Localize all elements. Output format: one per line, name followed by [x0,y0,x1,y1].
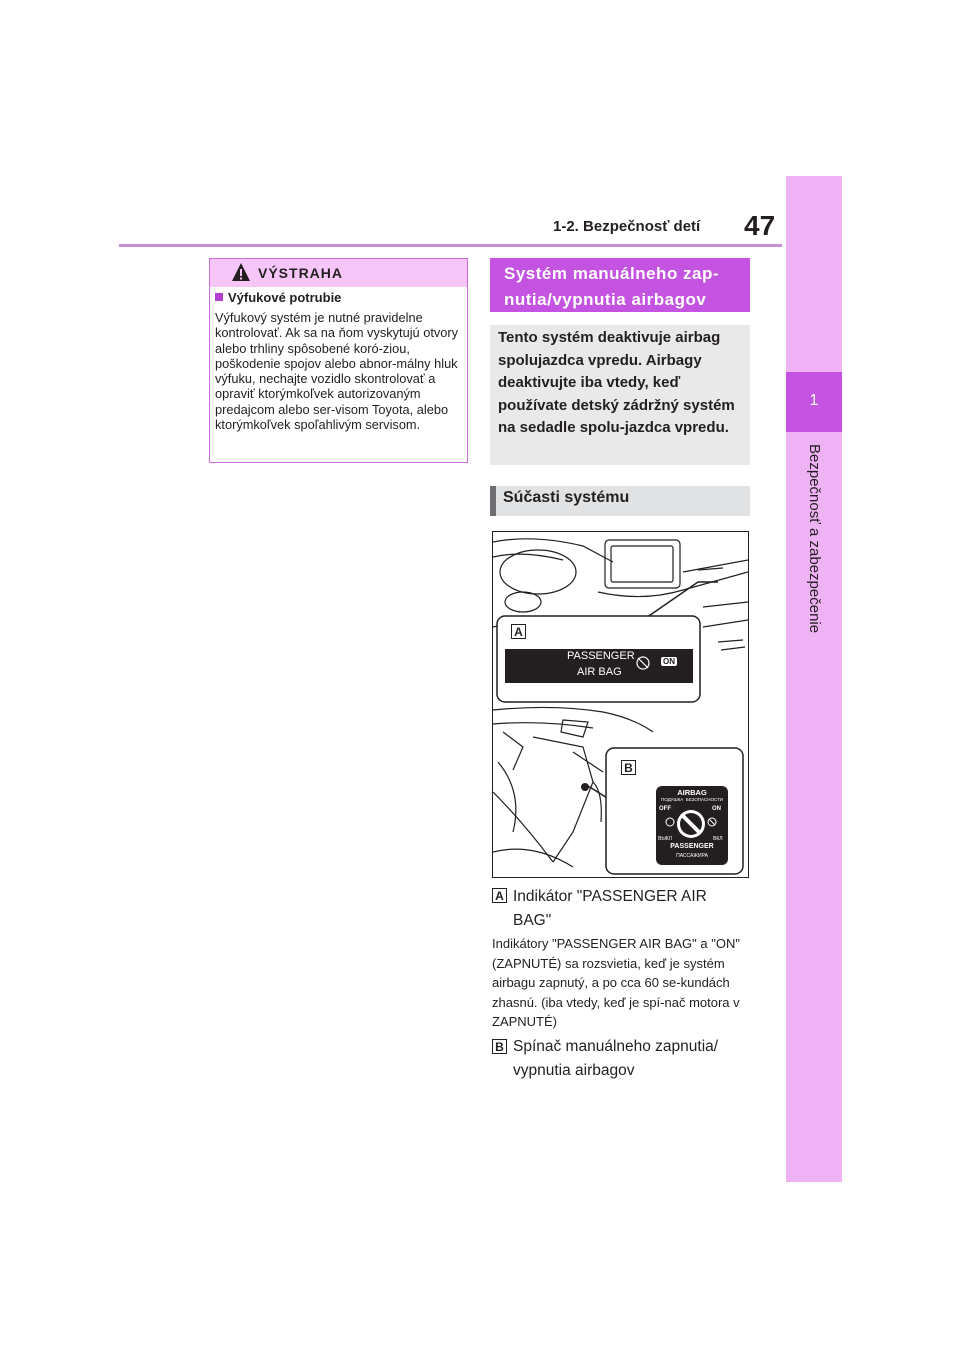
warning-body: Výfukový systém je nutné pravidelne kontrolovať. Ak sa na ňom vyskytujú otvory alebo trhliny spôsobené koró-ziou, poškodenie spojov alebo abnor-málny hluk výfuku, nechajte vozidlo skontrolovať a opraviť ktorýmkoľvek autorizovaným predajcom alebo ser-visom Toyota, alebo ktorýmkoľvek spoľahlivým servisom. [215,310,459,433]
warning-triangle-icon [231,262,251,282]
dashboard-drawing [493,532,748,877]
legend-a-badge: A [492,888,507,903]
switch-off-ru-text: ВЫКЛ [658,836,672,842]
section-title: 1-2. Bezpečnosť detí [553,218,701,235]
legend-b-badge: B [492,1039,507,1054]
switch-airbag-text: AIRBAG [677,788,707,797]
legend-a-label: Indikátor "PASSENGER AIR BAG" [513,888,707,929]
square-bullet-icon [215,293,223,301]
main-heading: Systém manuálneho zap-nutia/vypnutia airbagov [504,264,720,309]
indicator-on-text: ON [663,657,675,666]
intro-text: Tento systém deaktivuje airbag spolujazdca vpredu. Airbagy deaktivujte iba vtedy, keď používate detský zádržný systém na sedadle spolu-jazdca vpredu. [498,329,735,436]
side-tab [786,176,842,1182]
indicator-passenger-text: PASSENGER [567,650,635,662]
subheading: Súčasti systému [503,489,630,506]
side-chapter-number: 1 [809,392,819,409]
switch-on-ru-text: ВКЛ [713,836,723,842]
page-number: 47 [744,210,776,241]
airbag-system-illustration [492,531,749,878]
callout-b-label: B [621,760,636,775]
switch-passenger-text: PASSENGER [670,843,714,850]
callout-a-label: A [511,624,526,639]
switch-passenger-ru-text: ПАССАЖИРА [676,853,708,859]
switch-off-text: OFF [659,806,671,812]
switch-airbag-ru-text: ПОДУШКА БЕЗОПАСНОСТИ [660,797,724,802]
side-chapter-title: Bezpečnosť a zabezpečenie [806,444,823,634]
header-rule [119,244,782,247]
warning-subtitle: Výfukové potrubie [228,290,342,305]
indicator-airbag-text: AIR BAG [577,666,622,678]
legend-a-description: Indikátory "PASSENGER AIR BAG" a "ON" (ZAPNUTÉ) sa rozsvietia, keď je systém airbagu zapnutý, a po cca 60 se-kundách zhasnú. (iba vtedy, keď je spí-nač motora v ZAPNUTÉ) [492,936,740,1029]
switch-on-text: ON [712,806,721,812]
warning-title: VÝSTRAHA [258,265,344,281]
legend-b-label: Spínač manuálneho zapnutia/ vypnutia airbagov [513,1038,719,1079]
